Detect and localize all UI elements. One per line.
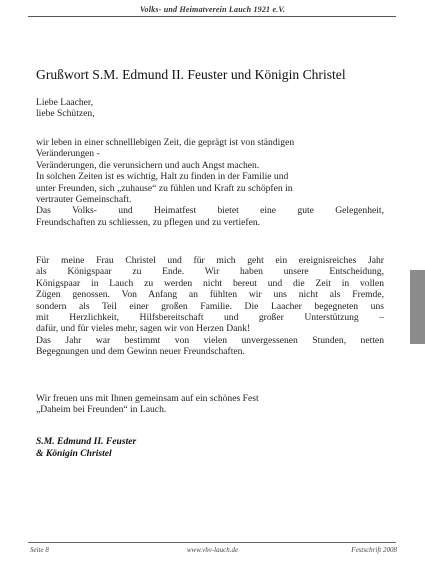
greeting [36, 97, 384, 120]
text-line: wir leben in einer schnelllebigen Zeit, die geprägt ist von ständigen [36, 137, 295, 148]
text-line: dafür, und für vieles mehr, sagen wir von Herzen Dank! [36, 323, 251, 335]
text-line: Für meine Frau Christel und für mich geht ein ereignisreiches Jahr [36, 255, 384, 266]
website-link: www.vhv-lauch.de [186, 546, 239, 554]
text-line: vertrauter Gemeinschaft. [36, 194, 132, 206]
text-line: unter Freunden, sich „zuhause“ zu fühlen und Kraft zu schöpfen in [36, 182, 293, 194]
text-line: Veränderungen, die verunsichern und auch Angst machen. [36, 159, 260, 171]
text-line: Begegnungen und dem Gewinn neuer Freundschaften. [36, 346, 245, 358]
greeting-line: Liebe Laacher, [36, 97, 94, 108]
signature-line: & Königin Christel [36, 448, 112, 459]
text-line: Das Jahr war bestimmt von vielen unvergessenen Stunden, netten [36, 334, 384, 346]
page-number: Seite 8 [30, 546, 49, 554]
text-line: Das Volks- und Heimatfest bietet eine gute Gelegenheit, [36, 205, 384, 217]
text-line: In solchen Zeiten ist es wichtig, Halt zu finden in der Familie und [36, 171, 289, 183]
text-line: Zügen genossen. Von Anfang an fühlten wir uns nicht als Fremde, [36, 289, 384, 301]
text-line: als Königspaar zu Ende. Wir haben unsere Entscheidung, [36, 266, 384, 278]
page-edge-tab [410, 270, 425, 344]
text-line: Wir freuen uns mit Ihnen gemeinsam auf ein schönes Fest [36, 393, 259, 404]
text-line: mit Herzlichkeit, Hilfsbereitschaft und großer Unterstützung – [36, 312, 384, 324]
text-line: Veränderungen - [36, 148, 100, 160]
footer-divider [28, 542, 396, 543]
greeting-line: liebe Schützen, [36, 108, 95, 120]
paragraph-2 [36, 255, 384, 358]
publication-name: Festschrift 2008 [351, 546, 397, 554]
paragraph-3 [36, 393, 384, 416]
text-line: Königspaar in Lauch zu werden nicht bereut und die Zeit in vollen [36, 277, 384, 289]
paragraph-1 [36, 137, 384, 228]
signature-line: S.M. Edmund II. Feuster [36, 436, 137, 447]
page-title: Grußwort S.M. Edmund II. Feuster und Königin Christel [36, 67, 346, 82]
text-line: sondern als Teil einer großen Familie. Die Laacher begegneten uns [36, 300, 384, 312]
signature [36, 436, 336, 460]
text-line: Freundschaften zu schliessen, zu pflegen und zu vertiefen. [36, 216, 261, 228]
header-divider [28, 16, 396, 17]
page-header: Volks- und Heimatverein Lauch 1921 e.V. [139, 5, 286, 14]
text-line: „Daheim bei Freunden“ in Lauch. [36, 404, 167, 416]
